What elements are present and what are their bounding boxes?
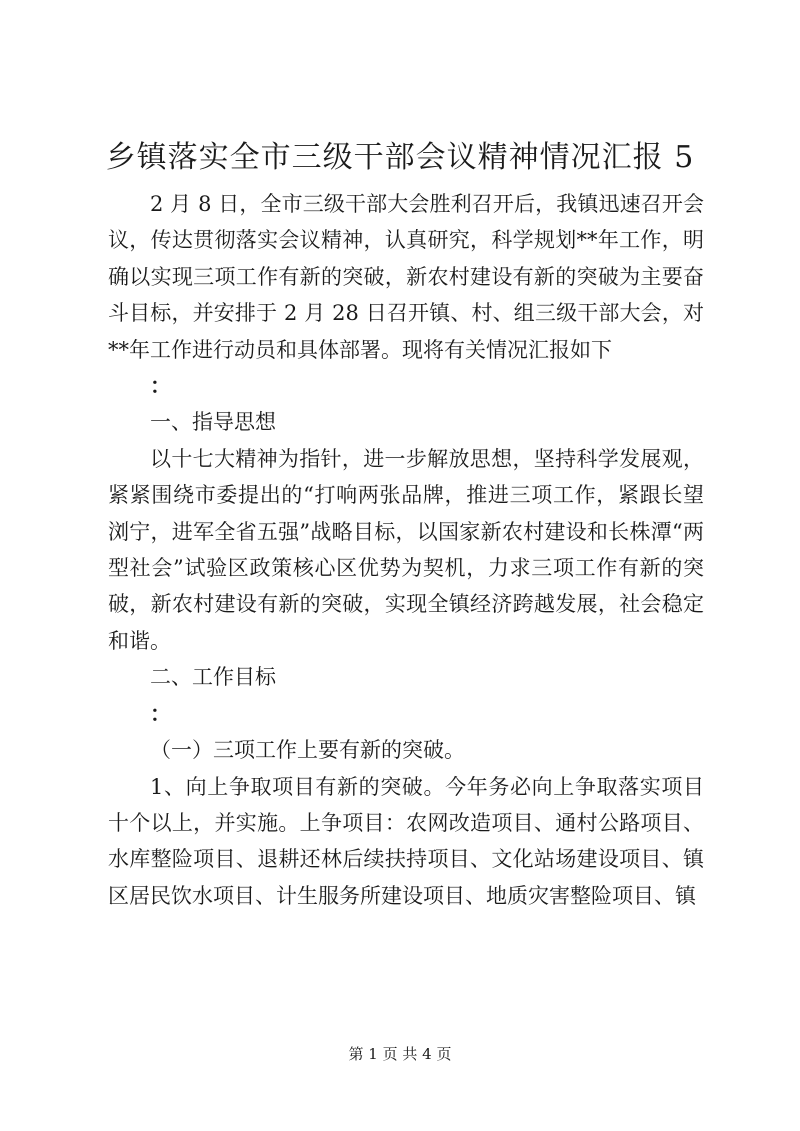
- section-heading-guiding-thought: 一、指导思想: [150, 410, 276, 435]
- paragraph-colon: ：: [150, 373, 171, 399]
- section-heading-work-goals: 二、工作目标: [150, 665, 276, 690]
- paragraph-projects: 1、向上争取项目有新的突破。今年务必向上争取落实项目十个以上，并实施。上争项目：农网改造项目、通村公路项目、水库整险项目、退耕还林后续扶持项目、文化站场建设项目、镇区居民饮水项目、计生服务所建设项目、地质灾害整险项目、镇: [108, 774, 704, 908]
- subsection-heading-three-tasks: （一）三项工作上要有新的突破。: [150, 738, 465, 763]
- paragraph-intro: 2 月 8 日，全市三级干部大会胜利召开后，我镇迅速召开会议，传达贯彻落实会议精神，认真研究，科学规划**年工作，明确以实现三项工作有新的突破，新农村建设有新的突破为主要奋斗目标，并安排于 2 月 28 日召开镇、村、组三级干部大会，对**年工作进行动员和具体部署。现将有关情况汇报如下: [108, 192, 704, 362]
- paragraph-colon: ：: [150, 700, 171, 726]
- document-body: [108, 186, 704, 914]
- page-footer: 第 1 页 共 4 页: [348, 1045, 452, 1063]
- paragraph-guiding-thought: 以十七大精神为指针，进一步解放思想，坚持科学发展观，紧紧围绕市委提出的“打响两张品牌，推进三项工作，紧跟长望浏宁，进军全省五强”战略目标，以国家新农村建设和长株潭“两型社会”试验区政策核心区优势为契机，力求三项工作有新的突破，新农村建设有新的突破，实现全镇经济跨越发展，社会稳定和谐。: [108, 446, 704, 653]
- document-title: 乡镇落实全市三级干部会议精神情况汇报 5: [105, 140, 695, 175]
